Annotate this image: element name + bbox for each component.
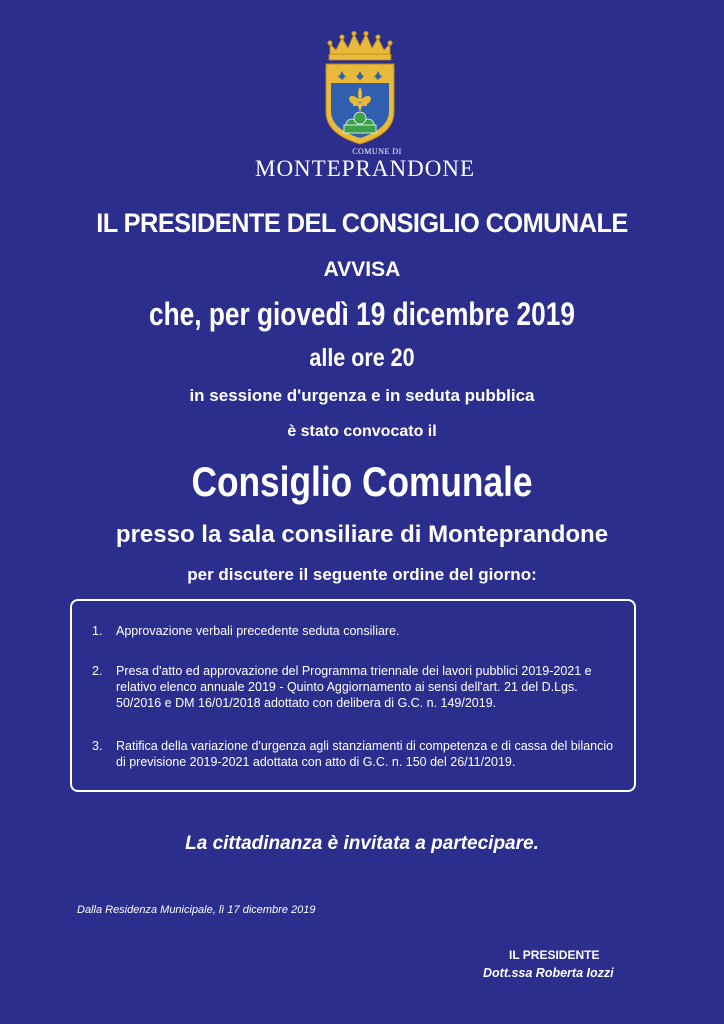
coat-of-arms-icon: [318, 30, 402, 148]
notice-date: che, per giovedì 19 dicembre 2019: [149, 296, 575, 332]
agenda-item-text: Presa d'atto ed approvazione del Programma triennale dei lavori pubblici 2019-2021 e relativo elenco annuale 2019 - Quinto Aggiornamento ai sensi dell'art. 21 del D.Lgs. 50/2016 e DM 16/01/2018 adottato con delibera di G.C. n. 149/2019.: [116, 664, 592, 710]
notice-convened: è stato convocato il: [287, 423, 437, 440]
agenda-item: [92, 623, 622, 639]
council-heading: Consiglio Comunale: [191, 458, 533, 505]
issued-date: Dalla Residenza Municipale, lì 17 dicembre 2019: [77, 904, 316, 916]
agenda-item-text: Approvazione verbali precedente seduta consiliare.: [116, 624, 400, 638]
agenda-item: [92, 663, 622, 711]
signatory-title: IL PRESIDENTE: [509, 948, 600, 962]
brand-name: MONTEPRANDONE: [255, 156, 475, 181]
agenda-box: [70, 599, 636, 792]
municipality-name: [0, 147, 724, 182]
signatory-name: Dott.ssa Roberta Iozzi: [483, 966, 614, 980]
agenda-item-number: 2.: [92, 664, 103, 678]
agenda-intro: per discutere il seguente ordine del giorno:: [187, 565, 537, 584]
notice-time: alle ore 20: [309, 344, 415, 372]
notice-location: presso la sala consiliare di Monteprandone: [115, 521, 609, 548]
agenda-item: [92, 738, 622, 770]
agenda-item-number: 1.: [92, 624, 103, 638]
agenda-item-text: Ratifica della variazione d'urgenza agli stanziamenti di competenza e di cassa del bilancio di previsione 2019-2021 adottata con atto di G.C. n. 150 del 26/11/2019.: [116, 739, 614, 769]
brand-small-label: COMUNE DI: [352, 147, 402, 156]
notice-session: in sessione d'urgenza e in seduta pubblica: [189, 386, 535, 405]
notice-announce: AVVISA: [323, 258, 401, 281]
invitation-text: La cittadinanza è invitata a partecipare.: [185, 833, 539, 854]
agenda-item-number: 3.: [92, 739, 103, 753]
notice-title: IL PRESIDENTE DEL CONSIGLIO COMUNALE: [96, 208, 628, 238]
